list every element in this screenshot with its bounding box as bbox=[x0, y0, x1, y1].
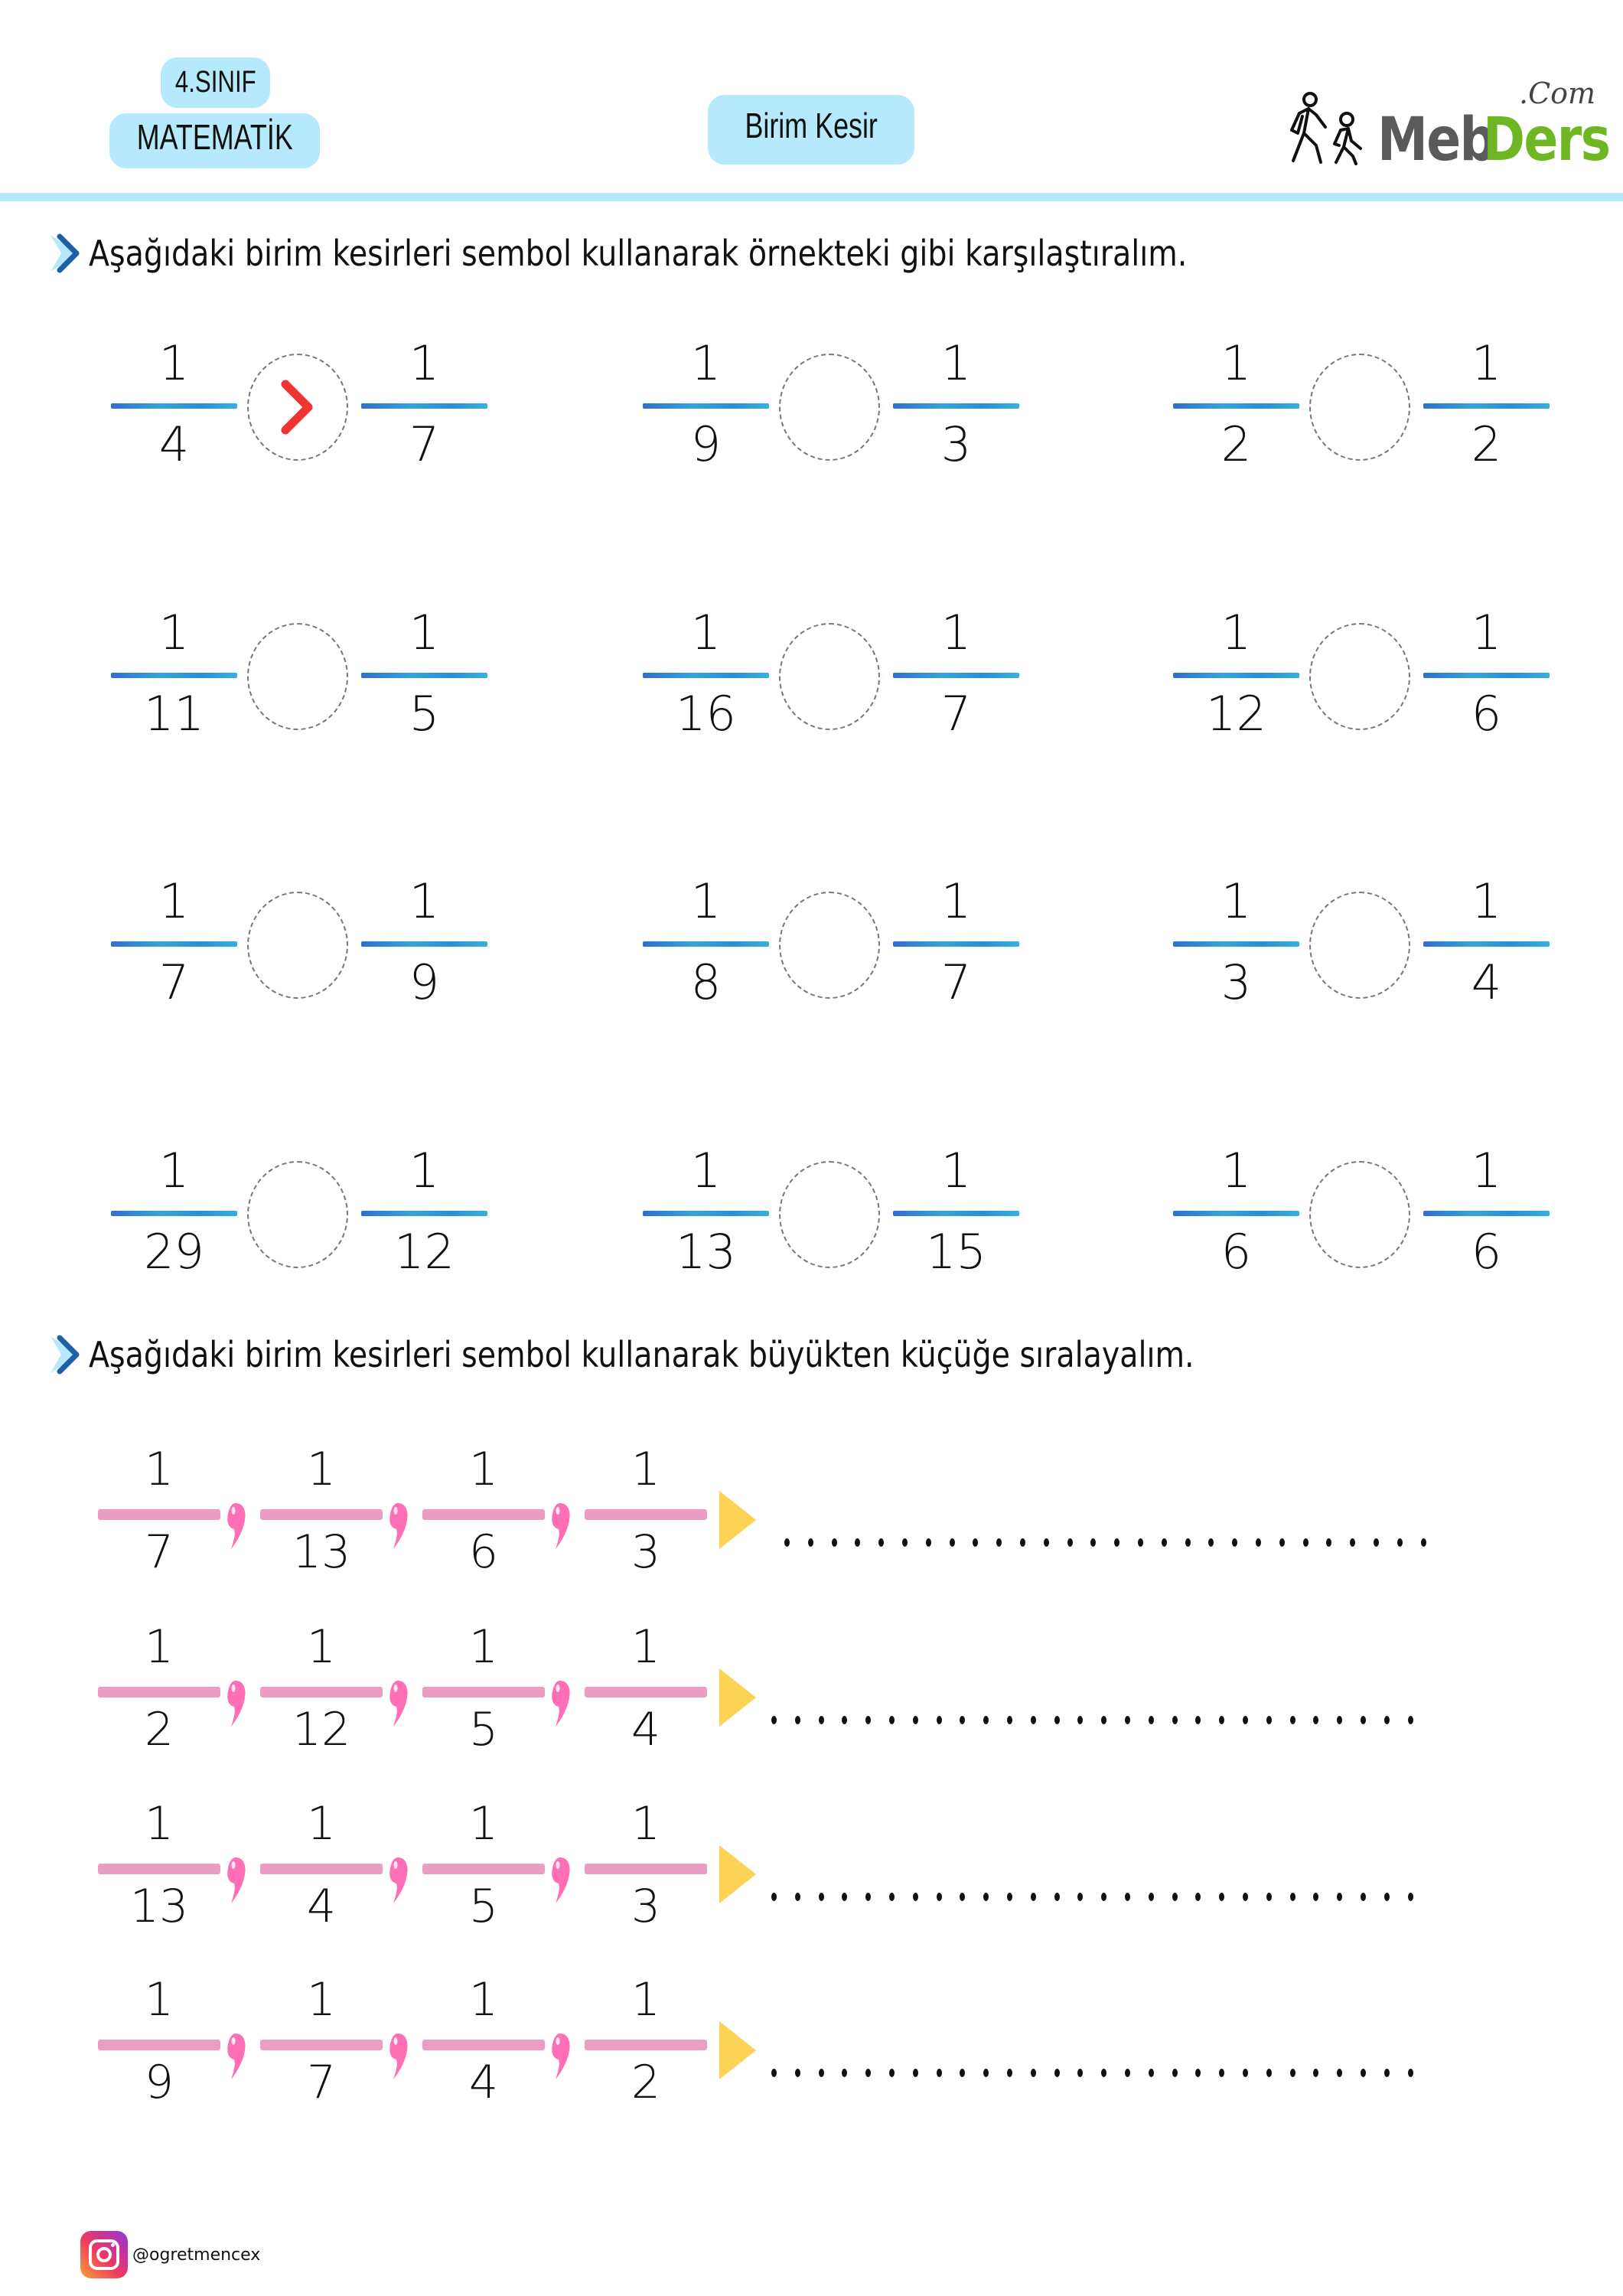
topic-badge bbox=[708, 95, 914, 165]
fraction-bar bbox=[643, 673, 769, 678]
answer-blank[interactable] bbox=[784, 1538, 1444, 1551]
header-divider bbox=[0, 193, 1623, 201]
logo-suffix: .Com bbox=[1519, 77, 1596, 110]
denominator: 11 bbox=[144, 686, 204, 742]
answer-circle[interactable] bbox=[779, 892, 880, 999]
left-fraction bbox=[643, 867, 769, 1020]
answer-circle[interactable] bbox=[247, 354, 348, 461]
comma-icon bbox=[225, 1678, 248, 1731]
numerator: 1 bbox=[468, 1620, 499, 1674]
denominator: 13 bbox=[292, 1525, 351, 1579]
numerator: 1 bbox=[468, 1797, 499, 1851]
comma-icon bbox=[387, 2030, 410, 2084]
fraction-bar bbox=[585, 1509, 707, 1520]
denominator: 4 bbox=[631, 1703, 661, 1756]
right-fraction bbox=[1423, 329, 1550, 482]
fraction-bar bbox=[1423, 673, 1550, 678]
denominator: 6 bbox=[1471, 1224, 1502, 1280]
left-fraction bbox=[111, 867, 237, 1020]
section1-instruction bbox=[47, 227, 1366, 280]
fraction bbox=[260, 1424, 383, 1584]
answer-circle[interactable] bbox=[779, 354, 880, 461]
fraction bbox=[98, 1601, 220, 1762]
denominator: 3 bbox=[631, 1525, 661, 1579]
denominator: 2 bbox=[1221, 416, 1252, 472]
fraction-bar bbox=[98, 2040, 220, 2050]
fraction-bar bbox=[1423, 941, 1550, 947]
numerator: 1 bbox=[690, 873, 722, 929]
fraction bbox=[585, 1424, 707, 1584]
numerator: 1 bbox=[409, 335, 440, 391]
fraction-bar bbox=[422, 1509, 545, 1520]
chevron-right-icon bbox=[47, 230, 84, 276]
subject-badge-label: MATEMATİK bbox=[136, 117, 293, 157]
comma-icon bbox=[225, 2030, 248, 2084]
denominator: 9 bbox=[690, 416, 722, 472]
fraction bbox=[260, 1601, 383, 1762]
fraction-bar bbox=[111, 1211, 237, 1216]
numerator: 1 bbox=[1221, 335, 1252, 391]
denominator: 12 bbox=[1206, 686, 1266, 742]
ordering-row bbox=[92, 1954, 1469, 2115]
comma-icon bbox=[387, 1500, 410, 1554]
numerator: 1 bbox=[1471, 335, 1502, 391]
fraction bbox=[422, 1954, 545, 2115]
denominator: 3 bbox=[1221, 954, 1252, 1010]
numerator: 1 bbox=[631, 1620, 661, 1674]
triangle-arrow-icon bbox=[719, 1668, 756, 1727]
comparison-item bbox=[1173, 867, 1563, 1020]
denominator: 2 bbox=[631, 2056, 661, 2109]
denominator: 12 bbox=[394, 1224, 455, 1280]
section2-instruction-text: Aşağıdaki birim kesirleri sembol kullanarak büyükten küçüğe sıralayalım. bbox=[89, 1334, 1194, 1375]
numerator: 1 bbox=[1471, 1143, 1502, 1199]
comparison-item bbox=[1173, 598, 1563, 752]
right-fraction bbox=[361, 598, 487, 752]
denominator: 5 bbox=[468, 1703, 499, 1756]
fraction-bar bbox=[422, 2040, 545, 2050]
denominator: 7 bbox=[144, 1525, 174, 1579]
triangle-arrow-icon bbox=[719, 1491, 756, 1549]
logo-part-ders: Ders bbox=[1483, 106, 1610, 174]
denominator: 7 bbox=[306, 2056, 337, 2109]
chevron-right-icon bbox=[47, 1332, 84, 1378]
numerator: 1 bbox=[158, 335, 190, 391]
fraction-bar bbox=[643, 403, 769, 409]
fraction-bar bbox=[111, 403, 237, 409]
right-fraction bbox=[893, 1137, 1019, 1290]
numerator: 1 bbox=[1221, 1143, 1252, 1199]
denominator: 7 bbox=[409, 416, 440, 472]
fraction-bar bbox=[1173, 403, 1299, 409]
denominator: 7 bbox=[158, 954, 190, 1010]
fraction-bar bbox=[893, 1211, 1019, 1216]
right-fraction bbox=[893, 867, 1019, 1020]
footer bbox=[80, 2231, 260, 2278]
fraction-bar bbox=[585, 1687, 707, 1698]
fraction-bar bbox=[111, 673, 237, 678]
denominator: 2 bbox=[144, 1703, 174, 1756]
fraction-bar bbox=[361, 673, 487, 678]
numerator: 1 bbox=[940, 335, 972, 391]
section1-instruction-text: Aşağıdaki birim kesirleri sembol kullanarak örnekteki gibi karşılaştıralım. bbox=[89, 233, 1188, 274]
answer-circle[interactable] bbox=[1309, 354, 1410, 461]
numerator: 1 bbox=[940, 1143, 972, 1199]
denominator: 5 bbox=[409, 686, 440, 742]
answer-circle[interactable] bbox=[247, 892, 348, 999]
comma-icon bbox=[225, 1500, 248, 1554]
topic-badge-label: Birim Kesir bbox=[745, 106, 878, 145]
answer-blank[interactable] bbox=[771, 1893, 1431, 1905]
numerator: 1 bbox=[631, 1797, 661, 1851]
section2-instruction bbox=[47, 1328, 1374, 1381]
left-fraction bbox=[1173, 329, 1299, 482]
ordering-row bbox=[92, 1601, 1469, 1762]
numerator: 1 bbox=[144, 1620, 174, 1674]
comparison-item bbox=[1173, 1137, 1563, 1290]
numerator: 1 bbox=[158, 873, 190, 929]
denominator: 29 bbox=[144, 1224, 204, 1280]
subject-badge bbox=[109, 113, 320, 168]
denominator: 3 bbox=[940, 416, 972, 472]
numerator: 1 bbox=[144, 1973, 174, 2027]
answer-circle[interactable] bbox=[1309, 1161, 1410, 1268]
denominator: 4 bbox=[306, 1880, 337, 1933]
left-fraction bbox=[111, 598, 237, 752]
numerator: 1 bbox=[468, 1443, 499, 1496]
ordering-row bbox=[92, 1778, 1469, 1939]
comma-icon bbox=[549, 1500, 572, 1554]
instagram-handle: @ogretmencex bbox=[132, 2245, 261, 2265]
fraction bbox=[98, 1778, 220, 1939]
answer-circle[interactable] bbox=[247, 623, 348, 730]
comma-icon bbox=[387, 1678, 410, 1731]
fraction-bar bbox=[1173, 941, 1299, 947]
answer-circle[interactable] bbox=[1309, 623, 1410, 730]
left-fraction bbox=[111, 1137, 237, 1290]
denominator: 2 bbox=[1471, 416, 1502, 472]
numerator: 1 bbox=[468, 1973, 499, 2027]
fraction bbox=[585, 1778, 707, 1939]
denominator: 12 bbox=[292, 1703, 351, 1756]
comma-icon bbox=[549, 2030, 572, 2084]
denominator: 8 bbox=[690, 954, 722, 1010]
fraction-bar bbox=[1173, 1211, 1299, 1216]
fraction-bar bbox=[422, 1687, 545, 1698]
fraction-bar bbox=[585, 2040, 707, 2050]
numerator: 1 bbox=[690, 335, 722, 391]
fraction-bar bbox=[260, 1509, 383, 1520]
left-fraction bbox=[1173, 867, 1299, 1020]
comparison-item bbox=[643, 1137, 1033, 1290]
comparison-item bbox=[111, 867, 501, 1020]
greater-than-icon bbox=[275, 377, 321, 438]
numerator: 1 bbox=[144, 1797, 174, 1851]
fraction bbox=[422, 1778, 545, 1939]
comparison-item bbox=[643, 867, 1033, 1020]
mebders-logo bbox=[1286, 77, 1610, 174]
right-fraction bbox=[361, 867, 487, 1020]
numerator: 1 bbox=[306, 1620, 337, 1674]
answer-circle[interactable] bbox=[779, 623, 880, 730]
answer-circle[interactable] bbox=[779, 1161, 880, 1268]
right-fraction bbox=[893, 598, 1019, 752]
instagram-icon bbox=[80, 2231, 128, 2278]
numerator: 1 bbox=[690, 605, 722, 660]
right-fraction bbox=[361, 1137, 487, 1290]
hikers-icon bbox=[1286, 90, 1374, 167]
numerator: 1 bbox=[144, 1443, 174, 1496]
right-fraction bbox=[361, 329, 487, 482]
denominator: 5 bbox=[468, 1880, 499, 1933]
denominator: 13 bbox=[129, 1880, 189, 1933]
numerator: 1 bbox=[409, 605, 440, 660]
numerator: 1 bbox=[306, 1797, 337, 1851]
fraction-bar bbox=[260, 1864, 383, 1874]
denominator: 9 bbox=[409, 954, 440, 1010]
grade-badge-label: 4.SINIF bbox=[174, 65, 256, 99]
denominator: 6 bbox=[1471, 686, 1502, 742]
fraction bbox=[98, 1954, 220, 2115]
denominator: 13 bbox=[676, 1224, 736, 1280]
numerator: 1 bbox=[690, 1143, 722, 1199]
comparison-item bbox=[111, 329, 501, 482]
denominator: 7 bbox=[940, 954, 972, 1010]
right-fraction bbox=[893, 329, 1019, 482]
fraction-bar bbox=[893, 941, 1019, 947]
fraction-bar bbox=[893, 403, 1019, 409]
grade-badge bbox=[161, 57, 270, 108]
numerator: 1 bbox=[1221, 873, 1252, 929]
denominator: 6 bbox=[1221, 1224, 1252, 1280]
denominator: 6 bbox=[468, 1525, 499, 1579]
numerator: 1 bbox=[940, 605, 972, 660]
answer-blank[interactable] bbox=[771, 1716, 1431, 1728]
fraction bbox=[422, 1424, 545, 1584]
comma-icon bbox=[549, 1678, 572, 1731]
fraction-bar bbox=[260, 1687, 383, 1698]
denominator: 4 bbox=[468, 2056, 499, 2109]
denominator: 4 bbox=[158, 416, 190, 472]
right-fraction bbox=[1423, 867, 1550, 1020]
logo-part-meb: Meb bbox=[1377, 106, 1495, 174]
left-fraction bbox=[643, 598, 769, 752]
comparison-item bbox=[1173, 329, 1563, 482]
fraction-bar bbox=[361, 941, 487, 947]
left-fraction bbox=[643, 329, 769, 482]
ordering-row bbox=[92, 1424, 1469, 1584]
numerator: 1 bbox=[409, 873, 440, 929]
right-fraction bbox=[1423, 1137, 1550, 1290]
fraction bbox=[585, 1954, 707, 2115]
comma-icon bbox=[549, 1854, 572, 1908]
numerator: 1 bbox=[940, 873, 972, 929]
comparison-item bbox=[111, 598, 501, 752]
fraction-bar bbox=[361, 1211, 487, 1216]
denominator: 16 bbox=[676, 686, 736, 742]
fraction bbox=[260, 1778, 383, 1939]
numerator: 1 bbox=[1221, 605, 1252, 660]
triangle-arrow-icon bbox=[719, 2021, 756, 2079]
denominator: 3 bbox=[631, 1880, 661, 1933]
fraction-bar bbox=[98, 1687, 220, 1698]
numerator: 1 bbox=[306, 1443, 337, 1496]
left-fraction bbox=[1173, 598, 1299, 752]
comma-icon bbox=[387, 1854, 410, 1908]
left-fraction bbox=[111, 329, 237, 482]
fraction-bar bbox=[1423, 403, 1550, 409]
answer-blank[interactable] bbox=[771, 2069, 1431, 2081]
numerator: 1 bbox=[158, 605, 190, 660]
triangle-arrow-icon bbox=[719, 1845, 756, 1903]
fraction-bar bbox=[893, 673, 1019, 678]
denominator: 15 bbox=[926, 1224, 986, 1280]
answer-circle[interactable] bbox=[1309, 892, 1410, 999]
numerator: 1 bbox=[1471, 873, 1502, 929]
denominator: 9 bbox=[144, 2056, 174, 2109]
fraction bbox=[98, 1424, 220, 1584]
numerator: 1 bbox=[631, 1443, 661, 1496]
fraction-bar bbox=[111, 941, 237, 947]
fraction bbox=[585, 1601, 707, 1762]
fraction-bar bbox=[1423, 1211, 1550, 1216]
fraction bbox=[260, 1954, 383, 2115]
fraction-bar bbox=[422, 1864, 545, 1874]
comma-icon bbox=[225, 1854, 248, 1908]
right-fraction bbox=[1423, 598, 1550, 752]
left-fraction bbox=[1173, 1137, 1299, 1290]
comparison-item bbox=[643, 329, 1033, 482]
left-fraction bbox=[643, 1137, 769, 1290]
fraction-bar bbox=[260, 2040, 383, 2050]
fraction-bar bbox=[643, 941, 769, 947]
fraction-bar bbox=[585, 1864, 707, 1874]
fraction-bar bbox=[1173, 673, 1299, 678]
numerator: 1 bbox=[1471, 605, 1502, 660]
fraction-bar bbox=[98, 1509, 220, 1520]
denominator: 7 bbox=[940, 686, 972, 742]
comparison-item bbox=[111, 1137, 501, 1290]
numerator: 1 bbox=[409, 1143, 440, 1199]
numerator: 1 bbox=[158, 1143, 190, 1199]
answer-circle[interactable] bbox=[247, 1161, 348, 1268]
numerator: 1 bbox=[631, 1973, 661, 2027]
fraction-bar bbox=[98, 1864, 220, 1874]
fraction-bar bbox=[361, 403, 487, 409]
comparison-item bbox=[643, 598, 1033, 752]
numerator: 1 bbox=[306, 1973, 337, 2027]
fraction bbox=[422, 1601, 545, 1762]
denominator: 4 bbox=[1471, 954, 1502, 1010]
fraction-bar bbox=[643, 1211, 769, 1216]
